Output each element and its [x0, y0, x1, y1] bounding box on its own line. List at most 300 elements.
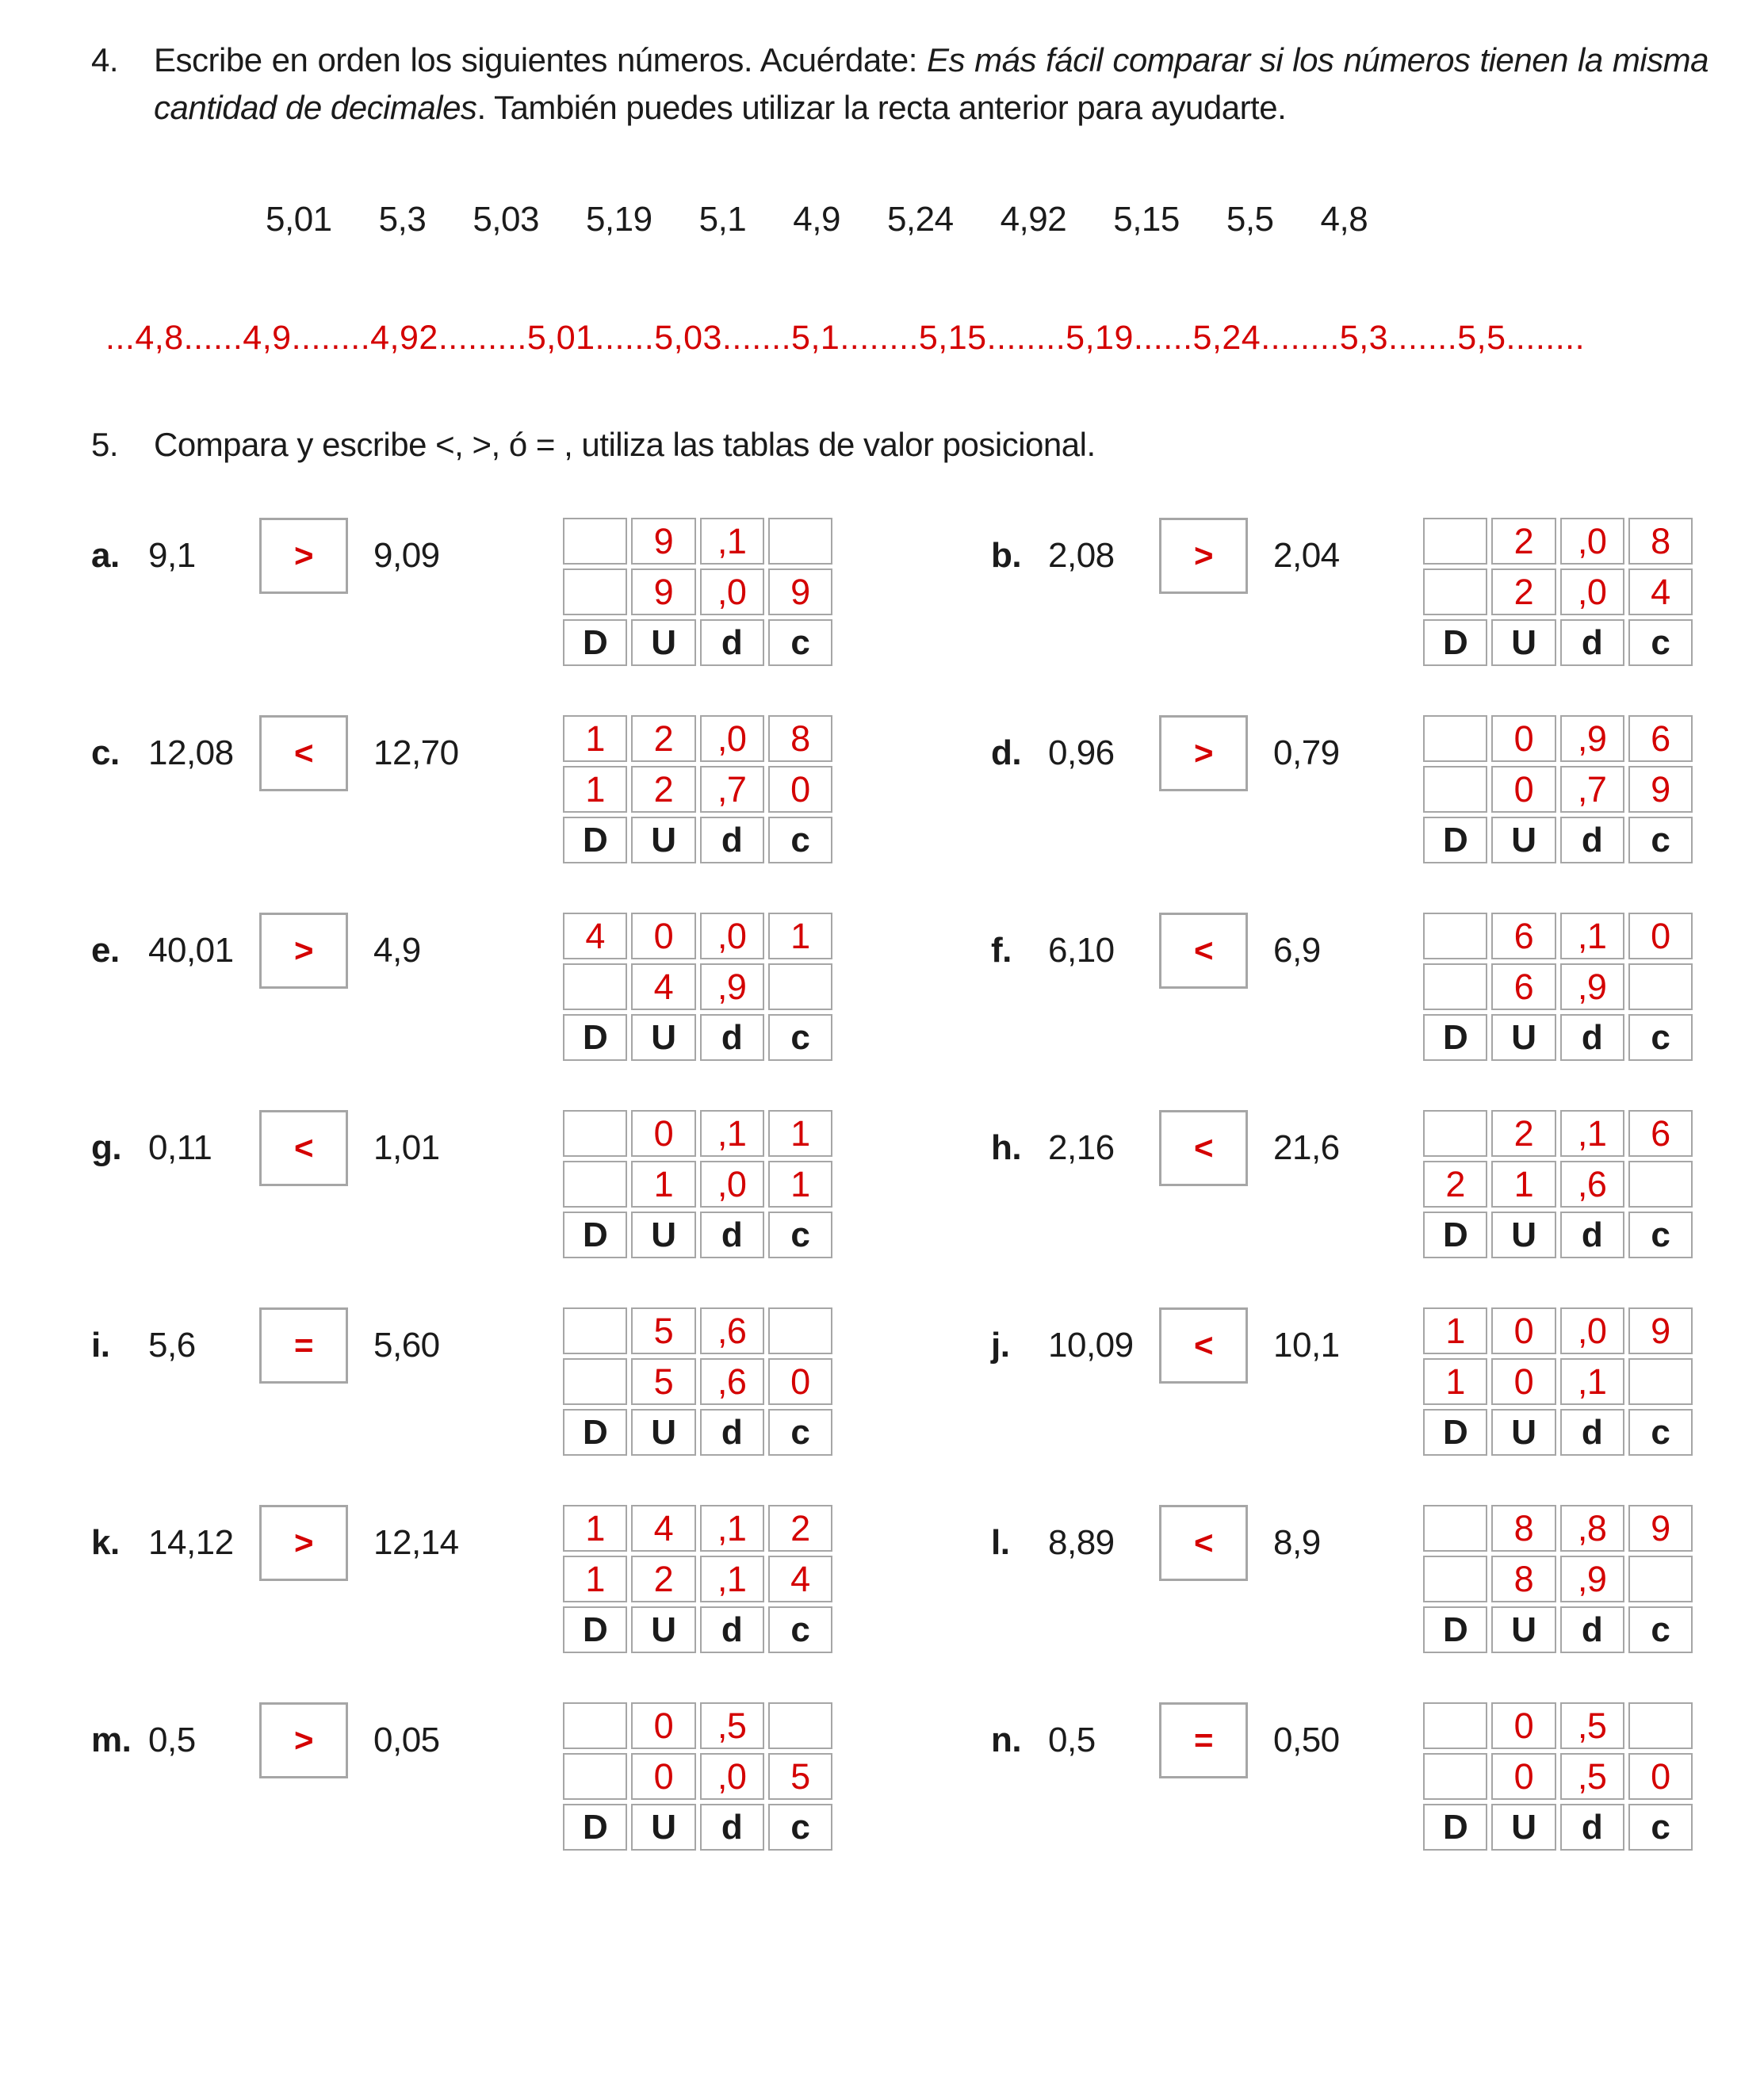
- place-value-table: [563, 518, 832, 666]
- comparison-symbol-answer: <: [293, 734, 314, 771]
- place-value-cell[interactable]: 2: [1491, 568, 1555, 615]
- comparison-item: [91, 1505, 832, 1653]
- right-number: 5,60: [373, 1326, 440, 1365]
- place-value-cell[interactable]: 8: [1491, 1505, 1555, 1552]
- place-value-header: D: [563, 817, 627, 863]
- place-value-header: U: [631, 1804, 695, 1851]
- comparison-symbol-answer: <: [1193, 1524, 1214, 1561]
- place-value-header: d: [700, 1409, 764, 1456]
- place-value-header: d: [700, 1804, 764, 1851]
- place-value-cell[interactable]: 8: [768, 715, 832, 762]
- place-value-cell[interactable]: [768, 1307, 832, 1354]
- exercise5-instruction: Compara y escribe <, >, ó = , utiliza las tablas de valor posicional.: [154, 426, 1096, 463]
- place-value-header: D: [1423, 1606, 1487, 1653]
- ordering-answer-line: ...4,8......4,9........4,92.........5,01......5,03.......5,1........5,15........5,19......5,24........5,3.......5,5........: [105, 319, 1586, 357]
- place-value-cell[interactable]: ,0: [700, 1161, 764, 1208]
- comparison-symbol-answer: >: [293, 1524, 314, 1561]
- place-value-cell[interactable]: [563, 1358, 627, 1405]
- place-value-cell[interactable]: 0: [631, 1110, 695, 1157]
- comparison-answer-box[interactable]: [259, 1505, 348, 1581]
- left-number: 0,96: [1048, 733, 1115, 772]
- comparison-symbol-answer: <: [1193, 1129, 1214, 1166]
- place-value-cell[interactable]: 1: [563, 766, 627, 813]
- ordering-number: 5,01: [266, 200, 332, 239]
- place-value-cell[interactable]: ,6: [1560, 1161, 1624, 1208]
- place-value-table: [563, 1702, 832, 1851]
- ordering-number: 4,8: [1320, 200, 1368, 239]
- place-value-header: U: [631, 619, 695, 666]
- place-value-cell[interactable]: 1: [563, 1505, 627, 1552]
- place-value-table: [563, 1505, 832, 1653]
- place-value-cell[interactable]: ,1: [700, 1110, 764, 1157]
- place-value-cell[interactable]: 1: [563, 715, 627, 762]
- left-number: 9,1: [148, 536, 196, 575]
- place-value-header: c: [768, 1804, 832, 1851]
- place-value-cell[interactable]: [1423, 1110, 1487, 1157]
- ordering-number: 5,03: [473, 200, 539, 239]
- place-value-header: U: [1491, 817, 1555, 863]
- place-value-header: c: [1628, 817, 1693, 863]
- ordering-number: 4,9: [793, 200, 840, 239]
- place-value-cell[interactable]: 1: [768, 913, 832, 959]
- item-letter: i.: [91, 1326, 110, 1365]
- comparison-item: [91, 913, 832, 1061]
- comparison-item: [991, 518, 1693, 666]
- place-value-cell[interactable]: [768, 1702, 832, 1749]
- place-value-cell[interactable]: [563, 963, 627, 1010]
- place-value-header: D: [1423, 619, 1487, 666]
- place-value-cell[interactable]: 1: [1423, 1358, 1487, 1405]
- left-number: 2,08: [1048, 536, 1115, 575]
- item-letter: b.: [991, 536, 1022, 575]
- exercise4-italic-hint: Es más fácil comparar si los números tienen la misma cantidad de decimales: [154, 41, 1709, 126]
- place-value-cell[interactable]: 0: [1491, 1702, 1555, 1749]
- comparison-symbol-answer: >: [293, 932, 314, 969]
- comparison-answer-box[interactable]: [1159, 1702, 1248, 1778]
- comparison-symbol-answer: <: [1193, 932, 1214, 969]
- place-value-cell[interactable]: ,0: [700, 1753, 764, 1800]
- right-number: 2,04: [1273, 536, 1340, 575]
- place-value-cell[interactable]: 6: [1491, 913, 1555, 959]
- ordering-number: 5,5: [1226, 200, 1274, 239]
- place-value-header: D: [1423, 817, 1487, 863]
- comparison-expression: [91, 913, 563, 989]
- comparison-expression: [91, 715, 563, 791]
- comparison-symbol-answer: <: [293, 1129, 314, 1166]
- comparison-symbol-answer: >: [1193, 537, 1214, 574]
- place-value-cell[interactable]: ,1: [700, 1505, 764, 1552]
- item-letter: e.: [91, 931, 120, 970]
- place-value-header: d: [700, 619, 764, 666]
- right-number: 0,79: [1273, 733, 1340, 772]
- comparison-answer-box[interactable]: [259, 518, 348, 594]
- comparison-item: [991, 913, 1693, 1061]
- item-letter: n.: [991, 1721, 1022, 1759]
- exercise5-number: 5.: [91, 426, 119, 463]
- place-value-cell[interactable]: [1423, 1505, 1487, 1552]
- place-value-cell[interactable]: 4: [631, 1505, 695, 1552]
- place-value-cell[interactable]: ,9: [1560, 715, 1624, 762]
- comparison-item: [991, 1110, 1693, 1258]
- place-value-header: D: [1423, 1014, 1487, 1061]
- right-number: 0,05: [373, 1721, 440, 1759]
- exercise4-statement: [55, 36, 1709, 132]
- place-value-table: [1423, 1505, 1693, 1653]
- place-value-header: c: [1628, 1606, 1693, 1653]
- comparison-symbol-answer: =: [1193, 1721, 1214, 1759]
- ordering-number: 5,15: [1113, 200, 1180, 239]
- place-value-cell[interactable]: 1: [631, 1161, 695, 1208]
- place-value-cell[interactable]: [563, 1110, 627, 1157]
- comparison-symbol-answer: =: [293, 1326, 314, 1364]
- comparison-item: [991, 1307, 1693, 1456]
- place-value-cell[interactable]: [563, 1753, 627, 1800]
- item-letter: l.: [991, 1523, 1010, 1562]
- place-value-cell[interactable]: 0: [1491, 715, 1555, 762]
- place-value-header: U: [631, 817, 695, 863]
- place-value-cell[interactable]: 2: [768, 1505, 832, 1552]
- place-value-cell[interactable]: 4: [631, 963, 695, 1010]
- place-value-cell[interactable]: 2: [1491, 518, 1555, 565]
- place-value-cell[interactable]: 8: [1628, 518, 1693, 565]
- item-letter: j.: [991, 1326, 1010, 1365]
- place-value-cell[interactable]: ,5: [700, 1702, 764, 1749]
- right-number: 6,9: [1273, 931, 1321, 970]
- comparison-answer-box[interactable]: [259, 1702, 348, 1778]
- comparison-symbol-answer: <: [1193, 1326, 1214, 1364]
- place-value-header: c: [1628, 1804, 1693, 1851]
- place-value-cell[interactable]: ,1: [1560, 913, 1624, 959]
- place-value-cell[interactable]: 9: [1628, 1307, 1693, 1354]
- comparison-expression: [91, 1110, 563, 1186]
- comparison-expression: [991, 913, 1423, 989]
- place-value-cell[interactable]: 4: [768, 1556, 832, 1602]
- place-value-header: U: [631, 1409, 695, 1456]
- place-value-cell[interactable]: [563, 518, 627, 565]
- place-value-cell[interactable]: ,5: [1560, 1702, 1624, 1749]
- item-letter: f.: [991, 931, 1012, 970]
- comparison-expression: [991, 1702, 1423, 1778]
- place-value-cell[interactable]: ,9: [1560, 1556, 1624, 1602]
- place-value-cell[interactable]: ,0: [1560, 518, 1624, 565]
- place-value-cell[interactable]: [1423, 1702, 1487, 1749]
- right-number: 12,14: [373, 1523, 459, 1562]
- place-value-header: d: [700, 817, 764, 863]
- place-value-cell[interactable]: ,6: [700, 1307, 764, 1354]
- place-value-cell[interactable]: [1423, 1556, 1487, 1602]
- place-value-header: D: [563, 1804, 627, 1851]
- place-value-header: d: [1560, 817, 1624, 863]
- place-value-header: U: [631, 1212, 695, 1258]
- place-value-cell[interactable]: [1423, 715, 1487, 762]
- place-value-cell[interactable]: 6: [1491, 963, 1555, 1010]
- place-value-cell[interactable]: ,7: [1560, 766, 1624, 813]
- comparison-answer-box[interactable]: [1159, 1505, 1248, 1581]
- left-number: 5,6: [148, 1326, 196, 1365]
- place-value-cell[interactable]: 4: [1628, 568, 1693, 615]
- right-number: 1,01: [373, 1128, 440, 1167]
- place-value-cell[interactable]: 0: [1628, 913, 1693, 959]
- comparison-answer-box[interactable]: [259, 1307, 348, 1384]
- place-value-header: D: [563, 1014, 627, 1061]
- place-value-header: U: [1491, 1409, 1555, 1456]
- place-value-header: D: [1423, 1212, 1487, 1258]
- exercise4-number: 4.: [91, 41, 119, 78]
- place-value-header: c: [768, 1212, 832, 1258]
- comparison-item: [91, 715, 832, 863]
- exercise4-intro-text: Escribe en orden los siguientes números. Acuérdate:: [154, 41, 928, 78]
- place-value-cell[interactable]: 2: [631, 766, 695, 813]
- place-value-cell[interactable]: 1: [768, 1110, 832, 1157]
- exercise5-statement: [55, 426, 1709, 464]
- place-value-cell[interactable]: [563, 1307, 627, 1354]
- ordering-number: 5,1: [698, 200, 747, 239]
- place-value-cell[interactable]: ,9: [1560, 963, 1624, 1010]
- place-value-header: c: [768, 1606, 832, 1653]
- place-value-cell[interactable]: 1: [1491, 1161, 1555, 1208]
- place-value-cell[interactable]: 1: [563, 1556, 627, 1602]
- comparison-answer-box[interactable]: [1159, 1307, 1248, 1384]
- place-value-cell[interactable]: [768, 963, 832, 1010]
- comparison-answer-box[interactable]: [259, 1110, 348, 1186]
- place-value-cell[interactable]: [768, 518, 832, 565]
- right-number: 4,9: [373, 931, 421, 970]
- place-value-header: D: [563, 619, 627, 666]
- place-value-cell[interactable]: ,7: [700, 766, 764, 813]
- place-value-cell[interactable]: 5: [768, 1753, 832, 1800]
- comparison-answer-box[interactable]: [259, 715, 348, 791]
- place-value-header: c: [1628, 1212, 1693, 1258]
- ordering-number: 4,92: [1000, 200, 1067, 239]
- place-value-table: [563, 1110, 832, 1258]
- place-value-cell[interactable]: ,0: [700, 913, 764, 959]
- comparison-item: [91, 1702, 832, 1851]
- place-value-header: c: [768, 1409, 832, 1456]
- place-value-cell[interactable]: 5: [631, 1358, 695, 1405]
- comparison-symbol-answer: >: [293, 537, 314, 574]
- place-value-header: D: [563, 1409, 627, 1456]
- item-letter: h.: [991, 1128, 1022, 1167]
- place-value-cell[interactable]: 9: [631, 568, 695, 615]
- comparison-symbol-answer: >: [293, 1721, 314, 1759]
- exercise4-outro-text: . También puedes utilizar la recta anterior para ayudarte.: [476, 89, 1287, 126]
- place-value-cell[interactable]: 9: [1628, 1505, 1693, 1552]
- place-value-cell[interactable]: 0: [1628, 1753, 1693, 1800]
- place-value-header: d: [1560, 1409, 1624, 1456]
- place-value-cell[interactable]: [1628, 1702, 1693, 1749]
- place-value-header: U: [1491, 1804, 1555, 1851]
- place-value-cell[interactable]: 8: [1491, 1556, 1555, 1602]
- place-value-cell[interactable]: 6: [1628, 1110, 1693, 1157]
- place-value-cell[interactable]: 0: [1491, 1753, 1555, 1800]
- left-number: 12,08: [148, 733, 234, 772]
- right-number: 12,70: [373, 733, 459, 772]
- place-value-cell[interactable]: ,1: [700, 518, 764, 565]
- place-value-cell[interactable]: 2: [1423, 1161, 1487, 1208]
- left-number: 8,89: [1048, 1523, 1115, 1562]
- place-value-header: d: [1560, 1014, 1624, 1061]
- place-value-cell[interactable]: 5: [631, 1307, 695, 1354]
- place-value-cell[interactable]: ,9: [700, 963, 764, 1010]
- comparison-expression: [991, 715, 1423, 791]
- item-letter: c.: [91, 733, 120, 772]
- place-value-cell[interactable]: 1: [1423, 1307, 1487, 1354]
- place-value-table: [563, 913, 832, 1061]
- right-number: 9,09: [373, 536, 440, 575]
- place-value-cell[interactable]: [1423, 963, 1487, 1010]
- comparison-item: [91, 1307, 832, 1456]
- place-value-header: D: [563, 1212, 627, 1258]
- place-value-cell[interactable]: ,0: [1560, 568, 1624, 615]
- left-number: 6,10: [1048, 931, 1115, 970]
- place-value-cell[interactable]: 4: [563, 913, 627, 959]
- left-number: 10,09: [1048, 1326, 1134, 1365]
- place-value-header: U: [1491, 1014, 1555, 1061]
- place-value-cell[interactable]: 9: [1628, 766, 1693, 813]
- place-value-cell[interactable]: [563, 1161, 627, 1208]
- place-value-cell[interactable]: 2: [631, 1556, 695, 1602]
- place-value-cell[interactable]: [1423, 568, 1487, 615]
- item-letter: k.: [91, 1523, 120, 1562]
- place-value-cell[interactable]: 0: [768, 766, 832, 813]
- comparison-answer-box[interactable]: [1159, 913, 1248, 989]
- comparison-answer-box[interactable]: [259, 913, 348, 989]
- item-letter: a.: [91, 536, 120, 575]
- comparison-expression: [91, 1505, 563, 1581]
- place-value-table: [1423, 715, 1693, 863]
- place-value-cell[interactable]: 0: [631, 913, 695, 959]
- place-value-header: D: [563, 1606, 627, 1653]
- left-number: 0,11: [148, 1128, 212, 1167]
- ordering-number: 5,19: [585, 200, 652, 239]
- exercise5-items-grid: [91, 518, 1709, 1851]
- place-value-cell[interactable]: 0: [631, 1702, 695, 1749]
- place-value-header: U: [631, 1014, 695, 1061]
- comparison-answer-box[interactable]: [1159, 715, 1248, 791]
- place-value-header: d: [700, 1212, 764, 1258]
- place-value-header: U: [1491, 1212, 1555, 1258]
- place-value-cell[interactable]: [1628, 1161, 1693, 1208]
- right-number: 21,6: [1273, 1128, 1340, 1167]
- place-value-header: d: [700, 1606, 764, 1653]
- left-number: 40,01: [148, 931, 234, 970]
- place-value-cell[interactable]: 2: [1491, 1110, 1555, 1157]
- place-value-cell[interactable]: [1628, 963, 1693, 1010]
- place-value-cell[interactable]: 9: [631, 518, 695, 565]
- place-value-cell[interactable]: ,0: [1560, 1307, 1624, 1354]
- comparison-expression: [91, 1702, 563, 1778]
- place-value-header: d: [1560, 1804, 1624, 1851]
- place-value-cell[interactable]: [563, 1702, 627, 1749]
- place-value-cell[interactable]: ,6: [700, 1358, 764, 1405]
- place-value-header: U: [1491, 619, 1555, 666]
- place-value-table: [563, 1307, 832, 1456]
- place-value-header: c: [768, 1014, 832, 1061]
- left-number: 0,5: [1048, 1721, 1096, 1759]
- place-value-cell[interactable]: [1423, 913, 1487, 959]
- comparison-expression: [991, 1110, 1423, 1186]
- place-value-cell[interactable]: ,1: [1560, 1358, 1624, 1405]
- place-value-header: c: [768, 619, 832, 666]
- place-value-cell[interactable]: ,0: [700, 715, 764, 762]
- place-value-header: d: [1560, 1212, 1624, 1258]
- place-value-cell[interactable]: [1423, 766, 1487, 813]
- comparison-expression: [91, 1307, 563, 1384]
- place-value-cell[interactable]: 2: [631, 715, 695, 762]
- left-number: 2,16: [1048, 1128, 1115, 1167]
- right-number: 10,1: [1273, 1326, 1340, 1365]
- place-value-cell[interactable]: ,0: [700, 568, 764, 615]
- left-number: 0,5: [148, 1721, 196, 1759]
- place-value-header: c: [1628, 619, 1693, 666]
- place-value-table: [1423, 518, 1693, 666]
- item-letter: g.: [91, 1128, 122, 1167]
- place-value-header: U: [631, 1606, 695, 1653]
- comparison-item: [991, 715, 1693, 863]
- item-letter: m.: [91, 1721, 132, 1759]
- place-value-header: D: [1423, 1804, 1487, 1851]
- place-value-table: [1423, 1702, 1693, 1851]
- ordering-number: 5,24: [886, 200, 954, 239]
- place-value-header: d: [1560, 619, 1624, 666]
- ordering-numbers-row: [266, 200, 1709, 239]
- place-value-cell[interactable]: [1628, 1358, 1693, 1405]
- place-value-cell[interactable]: 0: [1491, 1358, 1555, 1405]
- place-value-cell[interactable]: ,8: [1560, 1505, 1624, 1552]
- comparison-answer-box[interactable]: [1159, 1110, 1248, 1186]
- place-value-header: U: [1491, 1606, 1555, 1653]
- comparison-item: [91, 518, 832, 666]
- comparison-expression: [991, 518, 1423, 594]
- place-value-cell[interactable]: 0: [768, 1358, 832, 1405]
- ordering-number: 5,3: [378, 200, 427, 239]
- place-value-cell[interactable]: 0: [631, 1753, 695, 1800]
- place-value-cell[interactable]: ,5: [1560, 1753, 1624, 1800]
- right-number: 8,9: [1273, 1523, 1321, 1562]
- place-value-header: D: [1423, 1409, 1487, 1456]
- place-value-cell[interactable]: 0: [1491, 766, 1555, 813]
- place-value-cell[interactable]: 9: [768, 568, 832, 615]
- place-value-cell[interactable]: [1628, 1556, 1693, 1602]
- comparison-item: [91, 1110, 832, 1258]
- comparison-expression: [91, 518, 563, 594]
- place-value-table: [1423, 913, 1693, 1061]
- comparison-expression: [991, 1505, 1423, 1581]
- comparison-symbol-answer: >: [1193, 734, 1214, 771]
- place-value-header: c: [1628, 1409, 1693, 1456]
- place-value-cell[interactable]: 0: [1491, 1307, 1555, 1354]
- place-value-header: d: [1560, 1606, 1624, 1653]
- place-value-table: [1423, 1307, 1693, 1456]
- comparison-answer-box[interactable]: [1159, 518, 1248, 594]
- place-value-cell[interactable]: 1: [768, 1161, 832, 1208]
- place-value-cell[interactable]: 6: [1628, 715, 1693, 762]
- item-letter: d.: [991, 733, 1022, 772]
- place-value-table: [563, 715, 832, 863]
- place-value-cell[interactable]: [1423, 1753, 1487, 1800]
- place-value-cell[interactable]: [563, 568, 627, 615]
- place-value-cell[interactable]: ,1: [1560, 1110, 1624, 1157]
- comparison-item: [991, 1702, 1693, 1851]
- place-value-header: d: [700, 1014, 764, 1061]
- right-number: 0,50: [1273, 1721, 1340, 1759]
- comparison-item: [991, 1505, 1693, 1653]
- place-value-header: c: [1628, 1014, 1693, 1061]
- comparison-expression: [991, 1307, 1423, 1384]
- place-value-cell[interactable]: ,1: [700, 1556, 764, 1602]
- place-value-cell[interactable]: [1423, 518, 1487, 565]
- left-number: 14,12: [148, 1523, 234, 1562]
